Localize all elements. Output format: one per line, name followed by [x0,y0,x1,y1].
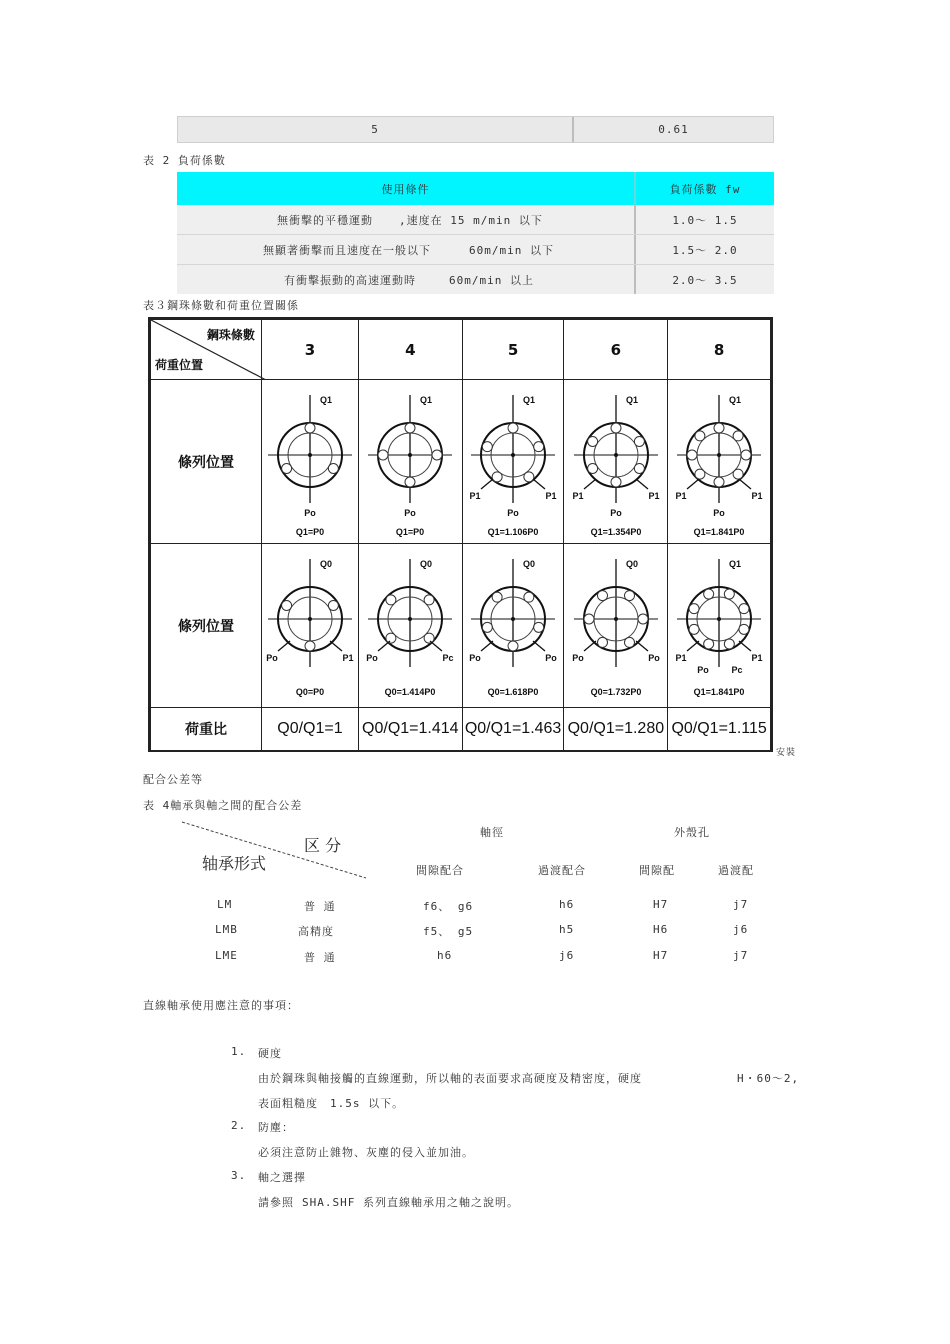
ball [386,633,396,643]
top-table-row [177,116,774,143]
table4-subheader: 間隙配 [639,864,675,877]
ball [508,423,518,433]
fit-value: h6 [559,898,575,911]
ball [695,469,705,479]
diagram-cell [668,380,771,544]
table4-subheader: 過渡配合 [538,864,586,877]
bearing-grade: 高精度 [298,925,334,938]
ball [634,436,644,446]
bearing-diagram [568,383,664,541]
ball [405,423,415,433]
ball [524,471,534,481]
ball [739,603,749,613]
fit-value: H7 [653,898,669,911]
ball [687,450,697,460]
load-label-side: P1 [572,490,584,501]
ball [597,590,607,600]
load-label-bottom: Po [404,507,417,518]
fit-value: j6 [559,949,575,962]
figure-corner-cell [151,320,262,380]
table2-cond-b: 60m/min 以上 [449,273,534,287]
ball [534,441,544,451]
bearing-type: LMB [215,923,238,936]
list-body: 必須注意防止雜物、灰塵的侵入並加油。 [258,1146,474,1159]
bearing-diagram [465,547,561,705]
list-title: 硬度 [258,1047,282,1060]
list-body: 由於鋼珠與軸接觸的直線運動，所以軸的表面要求高硬度及精密度，硬度 [258,1072,642,1085]
table-row [177,235,774,265]
load-label-right: Po [545,652,557,663]
list-body: 請參照 [258,1196,294,1209]
load-label-top: Q1 [729,558,742,569]
load-label-top: Q1 [420,394,433,405]
ball [508,641,518,651]
load-label-side: P1 [545,490,557,501]
table-row [178,949,778,969]
fit-value: H6 [653,923,669,936]
figure-caption: 表３鋼珠條數和荷重位置關係 [143,299,299,312]
load-caption: Q0=1.414P0 [384,686,436,697]
load-factor-table [177,172,774,294]
load-label-left: Po [469,652,481,663]
fit-value: H7 [653,949,669,962]
ball [492,592,502,602]
load-caption: Q1=1.354P0 [590,526,642,537]
ball [587,436,597,446]
figure-table [150,319,771,751]
table2-cond-b: ,速度在 15 m/min 以下 [399,213,543,227]
ball [739,624,749,634]
diagram-cell [358,544,462,708]
load-caption: Q1=P0 [396,526,425,537]
load-label-left: Po [366,652,379,663]
fit-value: j7 [733,898,749,911]
table2-header-fw: 負荷係數 fw [669,182,741,196]
ball [704,638,714,648]
ball [587,463,597,473]
ball [733,469,743,479]
table2-fw: 1.5～ 2.0 [672,243,738,257]
ball [305,641,315,651]
table2-cond-a: 無衝擊的平穩運動 [277,213,373,227]
list-body-tail: H・60～2, [737,1072,800,1085]
load-label-top: Q0 [523,558,536,569]
bearing-diagram [465,383,561,541]
table4-group-shaft: 軸徑 [480,826,504,839]
load-label-bottom: Po [507,507,519,518]
load-label-left: Po [266,652,278,663]
ball [386,594,396,604]
ball [534,622,544,632]
table4-header-diag-top: 区 分 [304,836,342,855]
corner-top-label: 鋼珠條數 [206,328,255,342]
load-ratio: Q0/Q1=1.115 [668,708,771,751]
fit-value: f6、 g6 [423,900,474,913]
ball [432,450,442,460]
table2-cond-a: 無顯著衝擊而且速度在一般以下 [263,243,431,257]
fit-value: j7 [733,949,749,962]
table4-caption: 表 4軸承與軸之間的配合公差 [143,799,303,812]
section2-title: 直線軸承使用應注意的事項： [143,999,299,1012]
table2-caption: 表 2 負荷係數 [143,154,226,167]
diagram-cell [358,380,462,544]
ball [378,450,388,460]
ball-rows-load-figure [148,317,773,752]
list-number: 3. [231,1169,247,1182]
ball [714,477,724,487]
ball [634,463,644,473]
load-label-left: Po [572,652,584,663]
bearing-diagram [671,383,767,541]
bearing-diagram [262,383,358,541]
column-header: 8 [668,320,771,380]
table-row [177,205,774,235]
load-label-inner: Po [697,664,709,675]
table4-header-diag-bottom: 轴承形式 [202,854,267,873]
column-header: 4 [358,320,462,380]
diagram-cell [462,380,564,544]
load-label-top: Q1 [523,394,536,405]
bearing-type: LM [217,898,233,911]
ball [584,614,594,624]
load-label-top: Q0 [319,558,332,569]
load-label-side: P1 [675,490,687,501]
top-table-cell-2: 0.61 [658,123,689,136]
ball [282,600,292,610]
row-label: 條列位置 [151,544,262,708]
ball [714,423,724,433]
load-label-top: Q1 [729,394,742,405]
bearing-diagram [568,547,664,705]
load-label-right: P1 [342,652,354,663]
diagram-cell [564,380,668,544]
load-label-bottom: Po [610,507,622,518]
load-ratio: Q0/Q1=1 [261,708,358,751]
table2-cond-a: 有衝擊振動的高速運動時 [284,273,416,287]
ball [328,463,338,473]
list-body: 1.5s 以下。 [330,1097,405,1110]
corner-bottom-label: 荷重位置 [155,358,204,372]
table2-header [177,172,774,205]
load-label-side: P1 [469,490,481,501]
ball [482,441,492,451]
row-label: 條列位置 [151,380,262,544]
ball [482,622,492,632]
list-body: 表面粗糙度 [258,1097,318,1110]
ball [492,471,502,481]
load-label-right: P1 [751,652,763,663]
ball [733,430,743,440]
table2-cond-b: 60m/min 以下 [469,243,554,257]
diagram-cell [564,544,668,708]
fit-value: h6 [437,949,453,962]
fit-tolerance-table [178,816,778,976]
table2-header-condition: 使用條件 [381,182,430,196]
table4-subheader: 過渡配 [718,864,754,877]
table4-subheader: 間隙配合 [416,864,464,877]
load-label-top: Q1 [625,394,638,405]
column-header: 6 [564,320,668,380]
load-caption: Q1=1.106P0 [487,526,539,537]
bearing-diagram [362,383,458,541]
fit-value: j6 [733,923,749,936]
diagram-cell [462,544,564,708]
ball [524,592,534,602]
ball [424,594,434,604]
ball [328,600,338,610]
ball [741,450,751,460]
load-ratio: Q0/Q1=1.414 [358,708,462,751]
load-ratio: Q0/Q1=1.463 [462,708,564,751]
load-caption: Q1=1.841P0 [693,686,745,697]
load-caption: Q0=1.732P0 [590,686,642,697]
list-body: SHA.SHF 系列直線軸承用之軸之說明。 [302,1196,519,1209]
table-row [178,898,778,918]
ball [689,624,699,634]
ball [597,637,607,647]
bearing-diagram [671,547,767,705]
table-row [177,265,774,294]
load-label-bottom: Po [304,507,316,518]
bearing-grade: 普 通 [304,900,336,913]
ball [611,423,621,433]
bearing-diagram [262,547,358,705]
bearing-diagram [362,547,458,705]
table2-fw: 1.0～ 1.5 [672,213,738,227]
table-row [178,923,778,943]
column-header: 3 [261,320,358,380]
load-label-right: Po [648,652,660,663]
load-caption: Q1=1.841P0 [693,526,745,537]
load-label-top: Q0 [625,558,638,569]
bearing-type: LME [215,949,238,962]
load-label-side: P1 [648,490,660,501]
list-number: 2. [231,1119,247,1132]
load-label-side: P1 [751,490,763,501]
load-label-top: Q1 [319,394,332,405]
ball [424,633,434,643]
top-table-cell-1: 5 [371,123,379,136]
diagram-cell [261,544,358,708]
ball [305,423,315,433]
list-title: 軸之選擇 [258,1171,306,1184]
ball [282,463,292,473]
fit-value: h5 [559,923,575,936]
row-label: 荷重比 [151,708,262,751]
ball [704,589,714,599]
ball [624,637,634,647]
table4-group-housing: 外殼孔 [674,826,710,839]
ball [689,603,699,613]
column-header: 5 [462,320,564,380]
ball [695,430,705,440]
load-label-top: Q0 [420,558,433,569]
load-label-right: Pc [442,652,454,663]
section-note: 配合公差等 [143,773,203,786]
ball [724,638,734,648]
ball [405,477,415,487]
load-label-inner: Pc [731,664,743,675]
load-label-bottom: Po [713,507,725,518]
load-caption: Q1=P0 [295,526,325,537]
fit-value: f5、 g5 [423,925,474,938]
bearing-grade: 普 通 [304,951,336,964]
load-caption: Q0=P0 [295,686,325,697]
ball [638,614,648,624]
list-title: 防塵： [258,1121,294,1134]
load-caption: Q0=1.618P0 [487,686,539,697]
table2-fw: 2.0～ 3.5 [672,273,738,287]
diagram-cell [668,544,771,708]
load-ratio: Q0/Q1=1.280 [564,708,668,751]
ball [724,589,734,599]
diagram-cell [261,380,358,544]
ball [611,477,621,487]
side-note: 安裝 [776,748,797,758]
list-number: 1. [231,1045,247,1058]
load-label-left: P1 [675,652,687,663]
ball [624,590,634,600]
